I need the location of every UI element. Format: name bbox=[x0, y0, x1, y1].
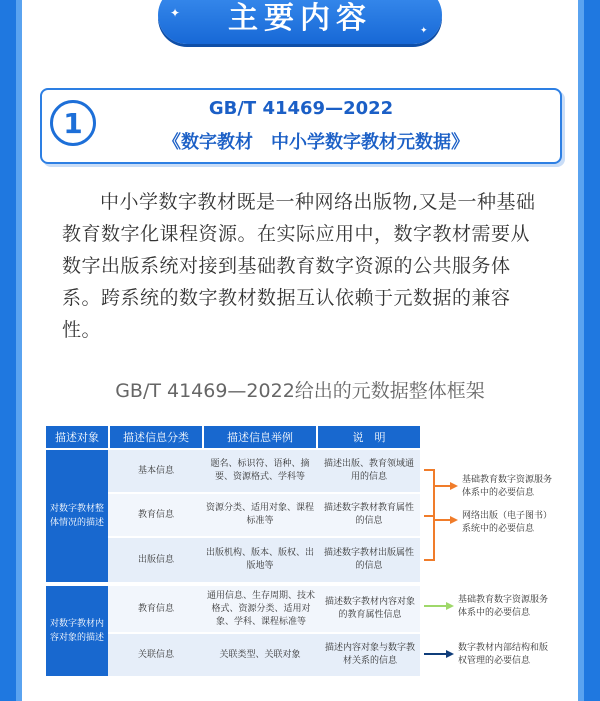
examples-cell: 关联类型、关联对象 bbox=[219, 649, 301, 660]
header-category: 描述信息分类 bbox=[110, 426, 202, 448]
note-cell: 描述出版、教育领域通用的信息 bbox=[323, 459, 414, 482]
target-text: 网络出版（电子图书）系统中的必要信息 bbox=[462, 511, 553, 534]
number-badge: 1 bbox=[50, 100, 96, 146]
category-cell: 教育信息 bbox=[137, 603, 174, 614]
arrowhead-icon bbox=[450, 482, 458, 490]
section-title: 主要内容 bbox=[228, 1, 372, 36]
section-header bbox=[158, 0, 442, 44]
arrowhead-icon bbox=[450, 516, 458, 524]
standard-name: 《数字教材 中小学数字教材元数据》 bbox=[163, 132, 469, 153]
standard-card bbox=[40, 88, 562, 164]
header-examples: 描述信息举例 bbox=[204, 426, 316, 448]
examples-cell: 出版机构、版本、版权、出版地等 bbox=[206, 548, 315, 571]
sparkle-icon: ✦ bbox=[170, 6, 181, 20]
examples-cell: 通用信息、生存周期、技术格式、资源分类、适用对象、学科、课程标准等 bbox=[206, 590, 315, 627]
intro-paragraph: 中小学数字教材既是一种网络出版物,又是一种基础教育数字化课程资源。在实际应用中，数字教材需要从数字出版系统对接到基础教育数字资源的公共服务体系。跨系统的数字教材数据互认依赖于元数据的兼容性。 bbox=[62, 191, 536, 341]
target-text: 基础教育数字资源服务体系中的必要信息 bbox=[458, 595, 549, 618]
metadata-framework-diagram bbox=[46, 426, 556, 694]
sparkle-icon: ✦ bbox=[420, 26, 428, 36]
note-cell: 描述数字教材内容对象的教育属性信息 bbox=[324, 597, 415, 620]
category-cell: 关联信息 bbox=[137, 649, 174, 660]
arrowhead-icon bbox=[446, 602, 454, 610]
target-text: 数字教材内部结构和版权管理的必要信息 bbox=[458, 643, 549, 666]
framework-title: GB/T 41469—2022给出的元数据整体框架 bbox=[115, 380, 485, 402]
right-border bbox=[578, 0, 600, 701]
standard-code: GB/T 41469—2022 bbox=[208, 98, 394, 119]
category-cell: 基本信息 bbox=[137, 465, 174, 476]
examples-cell: 题名、标识符、语种、摘要、资源格式、学科等 bbox=[210, 459, 310, 482]
header-object: 描述对象 bbox=[46, 426, 108, 448]
note-cell: 描述数字教材教育属性的信息 bbox=[323, 503, 414, 526]
arrowhead-icon bbox=[446, 650, 454, 658]
object-group-whole: 对数字教材整体情况的描述 bbox=[46, 450, 108, 582]
target-text: 基础教育数字资源服务体系中的必要信息 bbox=[462, 475, 553, 498]
note-cell: 描述数字教材出版属性的信息 bbox=[323, 548, 414, 571]
header-note: 说 明 bbox=[318, 426, 420, 448]
category-cell: 出版信息 bbox=[137, 554, 174, 565]
note-cell: 描述内容对象与数字教材关系的信息 bbox=[324, 643, 415, 666]
examples-cell: 资源分类、适用对象、课程标准等 bbox=[206, 503, 315, 526]
category-cell: 教育信息 bbox=[137, 509, 174, 520]
left-border bbox=[0, 0, 22, 701]
object-group-content: 对数字教材内容对象的描述 bbox=[46, 586, 108, 676]
